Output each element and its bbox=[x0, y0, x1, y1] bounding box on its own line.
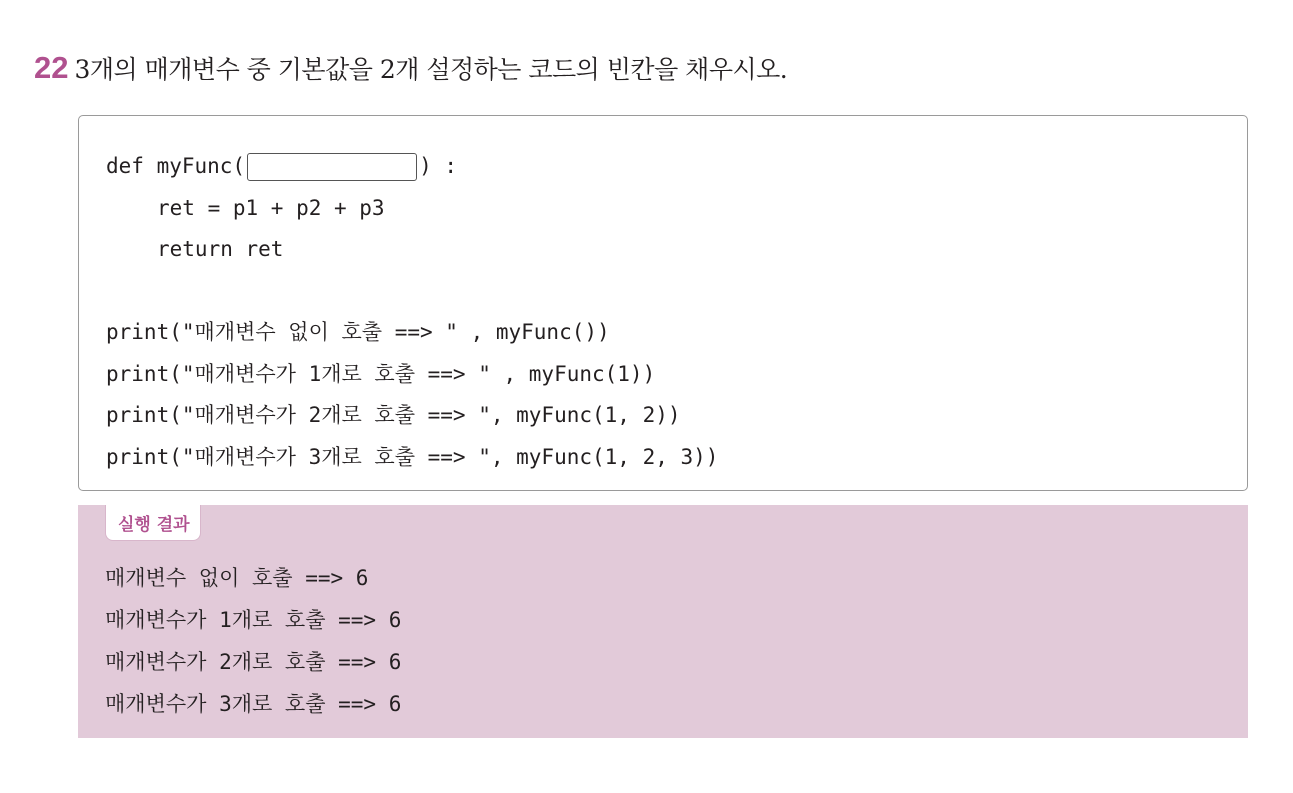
code-line-empty bbox=[106, 271, 718, 313]
code-line: print("매개변수가 3개로 호출 ==> ", myFunc(1, 2, 3)) bbox=[106, 444, 719, 469]
question-header bbox=[34, 50, 787, 86]
answer-blank[interactable] bbox=[247, 153, 417, 181]
result-line: 매개변수가 2개로 호출 ==> 6 bbox=[105, 650, 402, 674]
code-line: print("매개변수가 2개로 호출 ==> ", myFunc(1, 2)) bbox=[106, 403, 681, 427]
question-number: 22 bbox=[34, 50, 69, 85]
code-def-suffix: ) : bbox=[419, 154, 458, 178]
result-line: 매개변수 없이 호출 ==> 6 bbox=[105, 566, 369, 590]
result-output bbox=[105, 557, 401, 725]
code-def-prefix: def myFunc( bbox=[106, 154, 246, 178]
result-line: 매개변수가 1개로 호출 ==> 6 bbox=[105, 608, 402, 632]
code-line: return ret bbox=[157, 237, 284, 261]
result-box bbox=[78, 505, 1248, 738]
code-line: print("매개변수 없이 호출 ==> " , myFunc()) bbox=[106, 320, 610, 344]
code-block bbox=[106, 146, 718, 478]
code-line: ret = p1 + p2 + p3 bbox=[157, 195, 385, 220]
result-line: 매개변수가 3개로 호출 ==> 6 bbox=[105, 692, 402, 716]
result-label: 실행 결과 bbox=[105, 505, 201, 541]
question-text: 3개의 매개변수 중 기본값을 2개 설정하는 코드의 빈칸을 채우시오. bbox=[74, 55, 788, 84]
code-line-def bbox=[106, 146, 718, 188]
code-line: print("매개변수가 1개로 호출 ==> " , myFunc(1)) bbox=[106, 361, 656, 386]
code-box bbox=[78, 115, 1248, 491]
